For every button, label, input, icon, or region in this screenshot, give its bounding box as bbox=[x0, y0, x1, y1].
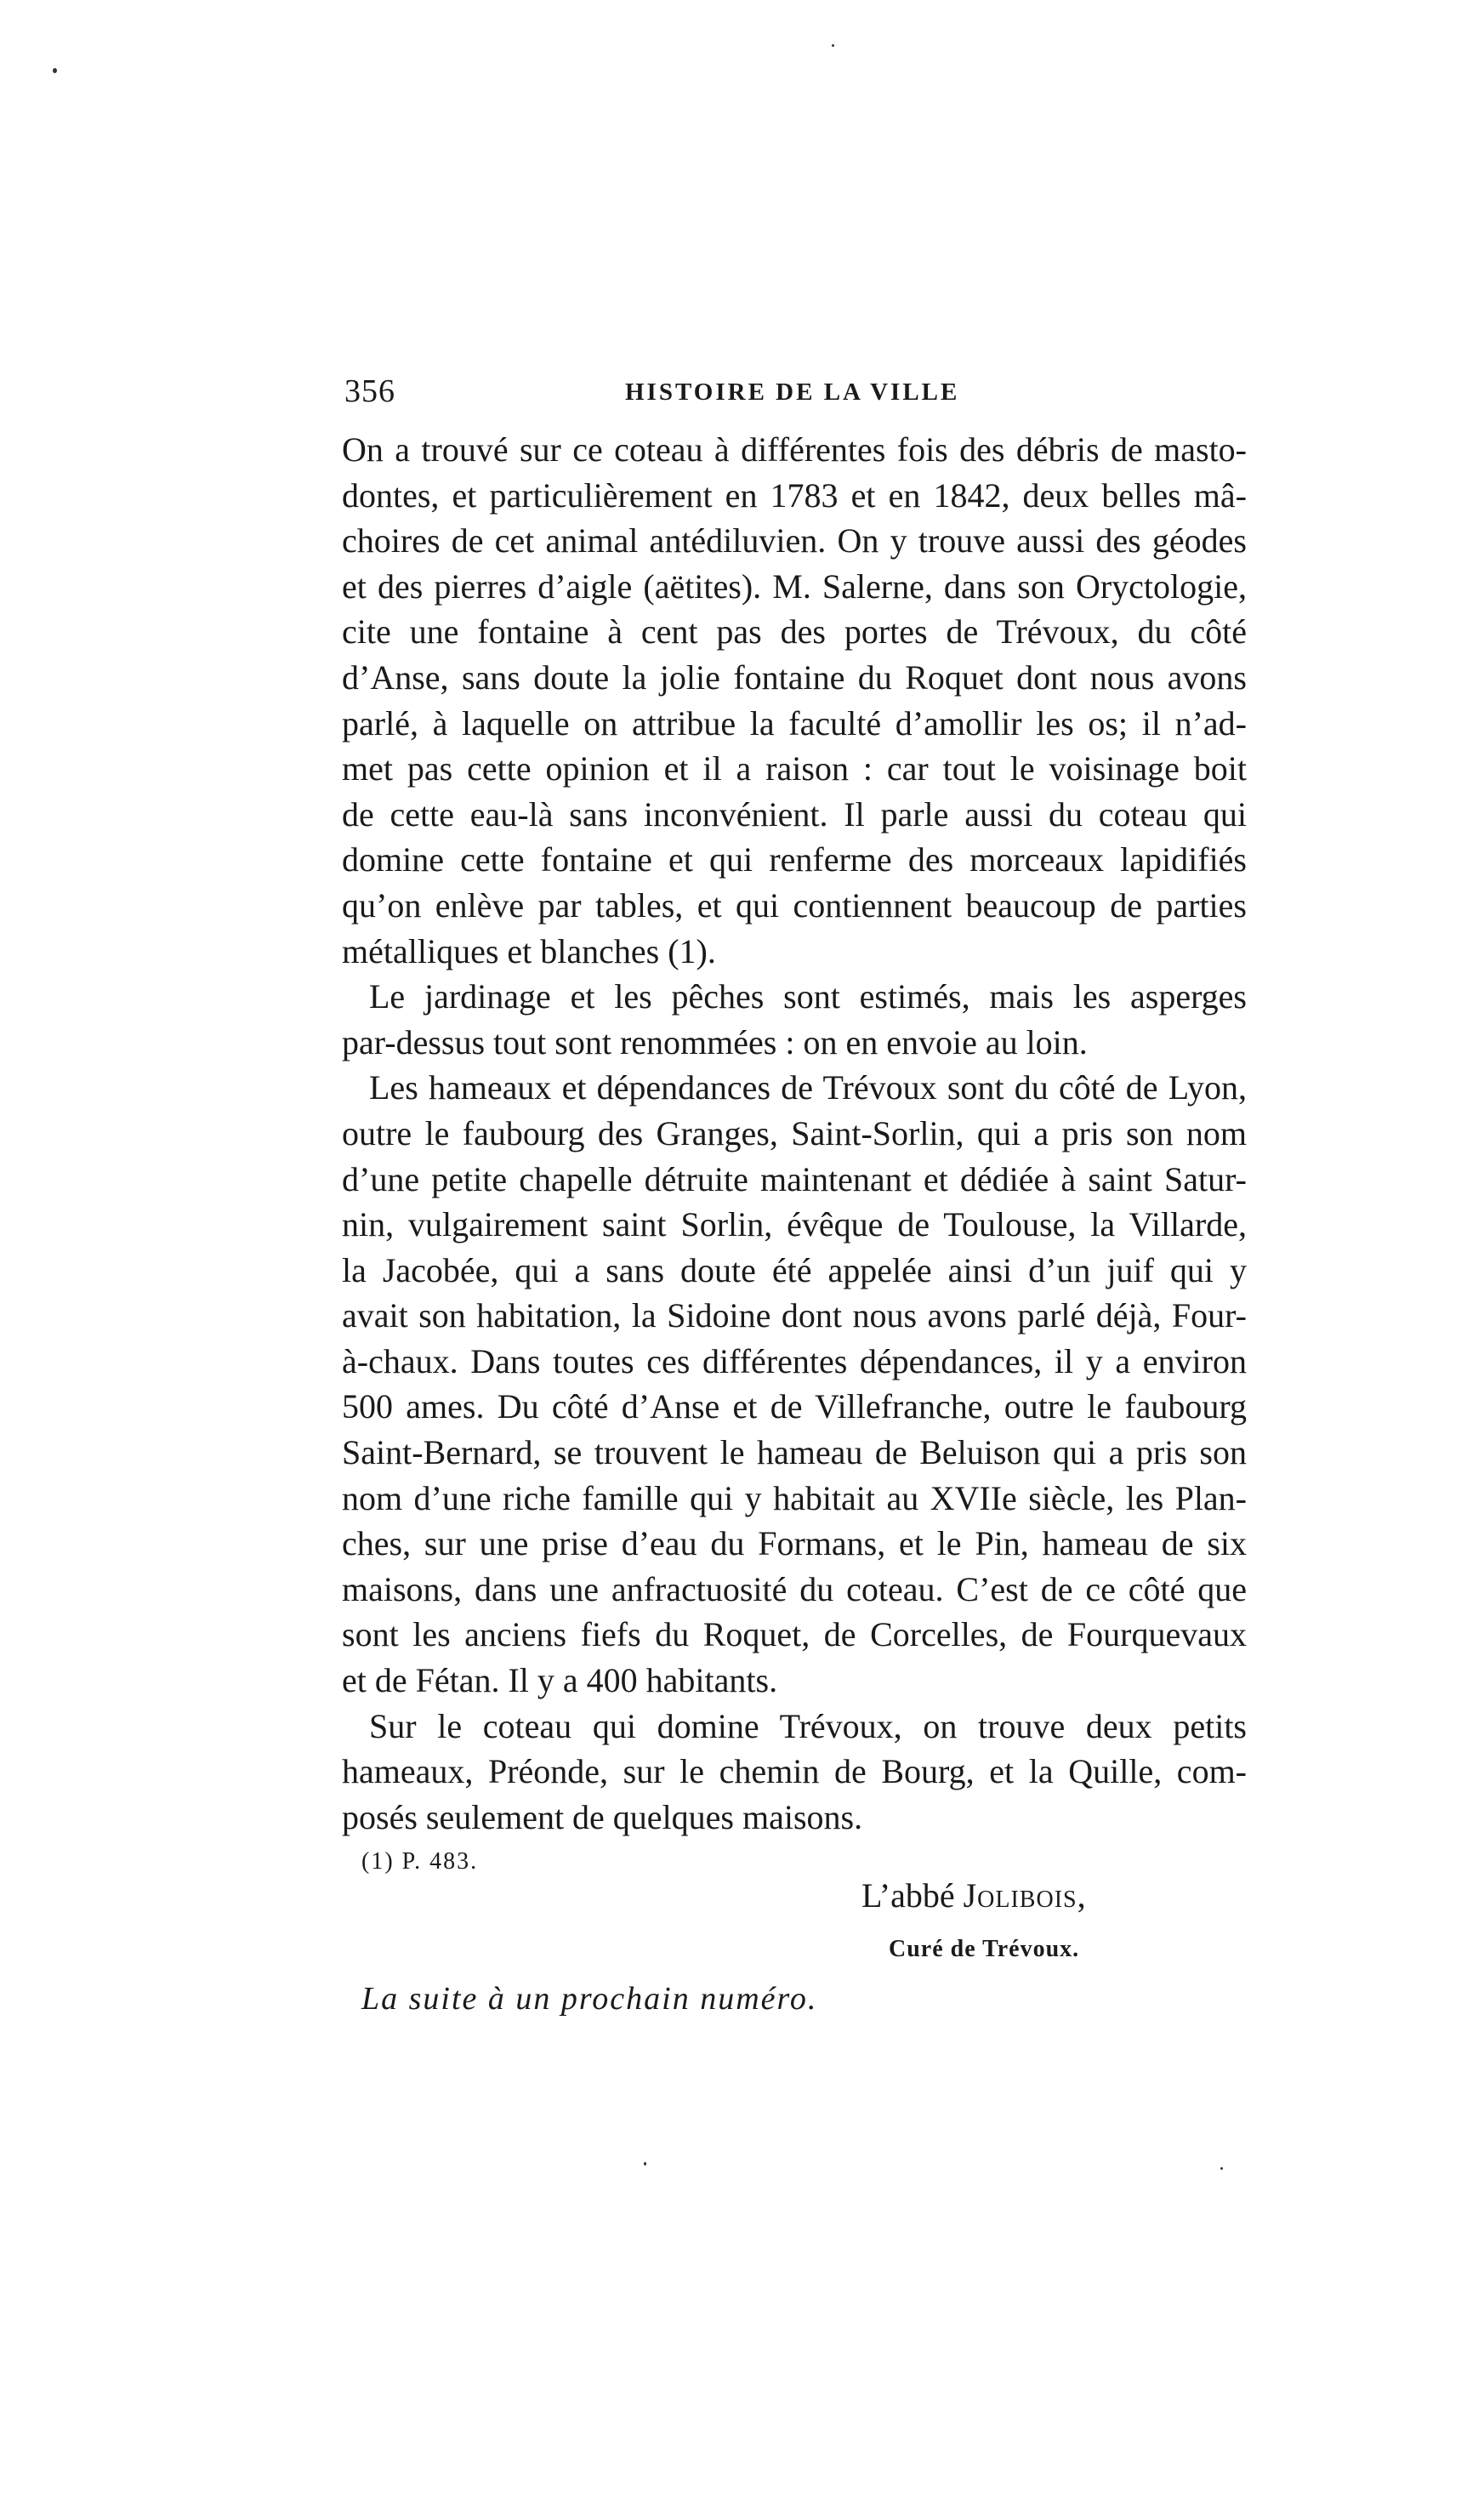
signature-surname: Jolibois, bbox=[963, 1876, 1087, 1915]
text-line: qu’on enlève par tables, et qui contiennent beaucoup de parties bbox=[342, 885, 1247, 925]
text-line: cite une fontaine à cent pas des portes de Trévoux, du côté bbox=[342, 612, 1247, 652]
scan-speck bbox=[832, 44, 834, 47]
text-line: ches, sur une prise d’eau du Formans, et le Pin, hameau de six bbox=[342, 1524, 1247, 1563]
page-number: 356 bbox=[344, 373, 395, 409]
text-line: maisons, dans une anfractuosité du coteau. C’est de ce côté que bbox=[342, 1569, 1247, 1608]
text-line: nin, vulgairement saint Sorlin, évêque de Toulouse, la Villarde, bbox=[342, 1205, 1247, 1244]
running-head bbox=[344, 373, 1263, 424]
text-line: choires de cet animal antédiluvien. On y trouve aussi des géodes bbox=[342, 521, 1247, 561]
signature-prefix: L’abbé bbox=[861, 1876, 955, 1915]
footnote: (1) P. 483. bbox=[361, 1848, 479, 1875]
text-line: On a trouvé sur ce coteau à différentes fois des débris de masto- bbox=[342, 430, 1247, 469]
text-line: Les hameaux et dépendances de Trévoux sont du côté de Lyon, bbox=[369, 1068, 1247, 1107]
scan-speck bbox=[644, 2162, 646, 2165]
text-line: d’Anse, sans doute la jolie fontaine du Roquet dont nous avons bbox=[342, 657, 1247, 697]
text-line: outre le faubourg des Granges, Saint-Sorlin, qui a pris son nom bbox=[342, 1113, 1247, 1152]
text-line: nom d’une riche famille qui y habitait au XVIIe siècle, les Plan- bbox=[342, 1478, 1247, 1517]
text-line: et des pierres d’aigle (aëtites). M. Salerne, dans son Oryctologie, bbox=[342, 566, 1247, 606]
text-line: à-chaux. Dans toutes ces différentes dépendances, il y a environ bbox=[342, 1341, 1247, 1380]
text-line: par-dessus tout sont renommées : on en envoie au loin. bbox=[342, 1022, 1088, 1061]
text-line: avait son habitation, la Sidoine dont nous avons parlé déjà, Four- bbox=[342, 1296, 1247, 1335]
text-line: parlé, à laquelle on attribue la faculté d’amollir les os; il n’ad- bbox=[342, 703, 1247, 743]
scan-speck bbox=[1220, 2167, 1223, 2170]
text-line: 500 ames. Du côté d’Anse et de Villefranche, outre le faubourg bbox=[342, 1387, 1247, 1426]
text-line: la Jacobée, qui a sans doute été appelée ainsi d’un juif qui y bbox=[342, 1250, 1247, 1289]
text-line: sont les anciens fiefs du Roquet, de Corcelles, de Fourquevaux bbox=[342, 1615, 1247, 1654]
continuation-note: La suite à un prochain numéro. bbox=[361, 1981, 818, 2017]
text-line: Le jardinage et les pêches sont estimés, mais les asperges bbox=[369, 977, 1247, 1016]
text-line: dontes, et particulièrement en 1783 et en 1842, deux belles mâ- bbox=[342, 475, 1247, 515]
signature-title: Curé de Trévoux. bbox=[889, 1936, 1080, 1962]
text-line: posés seulement de quelques maisons. bbox=[342, 1797, 863, 1836]
text-line: domine cette fontaine et qui renferme des morceaux lapidifiés bbox=[342, 840, 1247, 879]
text-line: Saint-Bernard, se trouvent le hameau de Beluison qui a pris son bbox=[342, 1433, 1247, 1472]
text-line: d’une petite chapelle détruite maintenant et dédiée à saint Satur- bbox=[342, 1159, 1247, 1198]
text-line: métalliques et blanches (1). bbox=[342, 931, 716, 970]
scan-speck bbox=[53, 68, 57, 73]
running-title: HISTOIRE DE LA VILLE bbox=[625, 378, 960, 406]
text-line: hameaux, Préonde, sur le chemin de Bourg, et la Quille, com- bbox=[342, 1752, 1247, 1791]
text-line: met pas cette opinion et il a raison : car tout le voisinage boit bbox=[342, 749, 1247, 788]
text-line: et de Fétan. Il y a 400 habitants. bbox=[342, 1661, 778, 1700]
text-line: de cette eau-là sans inconvénient. Il parle aussi du coteau qui bbox=[342, 794, 1247, 834]
signature-name bbox=[861, 1875, 1087, 1915]
body-text bbox=[342, 427, 1247, 1840]
text-line: Sur le coteau qui domine Trévoux, on trouve deux petits bbox=[369, 1706, 1247, 1745]
